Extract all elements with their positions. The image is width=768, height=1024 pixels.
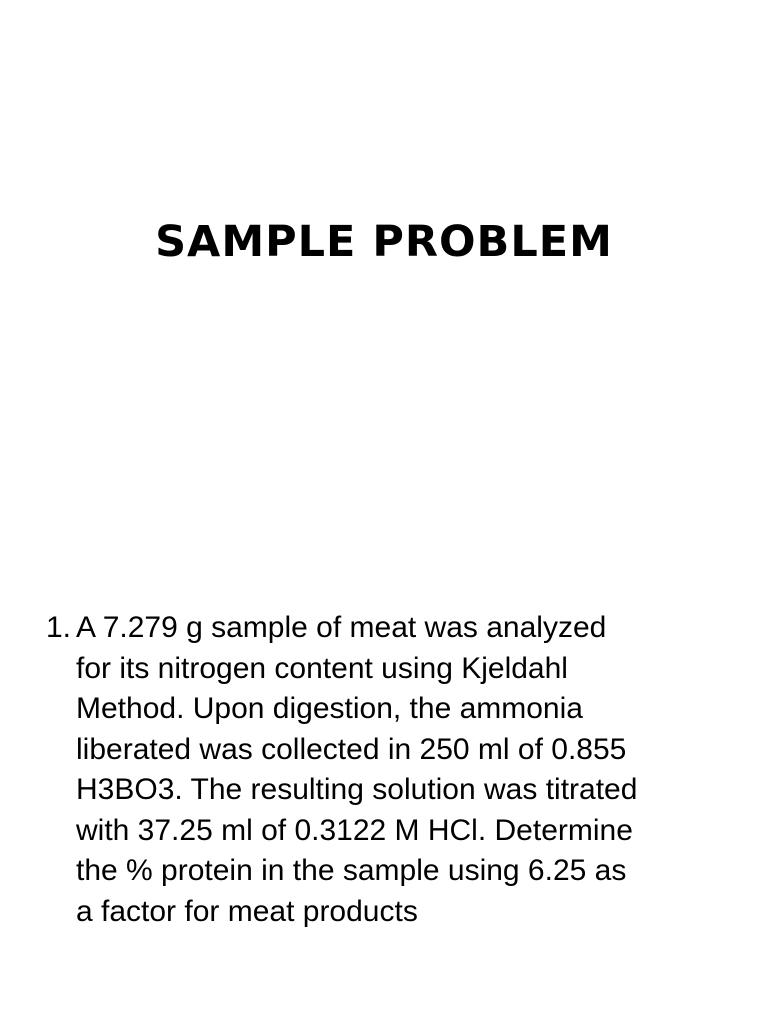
problem-number: 1.: [46, 611, 72, 644]
problem-line: with 37.25 ml of 0.3122 M HCl. Determine: [76, 813, 633, 847]
problem-item: [46, 608, 736, 932]
slide-title: SAMPLE PROBLEM: [155, 217, 613, 267]
problem-line: Method. Upon digestion, the ammonia: [76, 692, 583, 725]
problem-line: a factor for meat products: [76, 894, 418, 928]
problem-line: liberated was collected in 250 ml of 0.855: [76, 732, 627, 766]
problem-line: for its nitrogen content using Kjeldahl: [76, 651, 568, 685]
problem-line: H3BO3. The resulting solution was titrated: [76, 773, 638, 806]
problem-text: [76, 608, 736, 932]
problem-line: A 7.279 g sample of meat was analyzed: [76, 611, 607, 644]
problem-line: the % protein in the sample using 6.25 as: [76, 854, 627, 887]
